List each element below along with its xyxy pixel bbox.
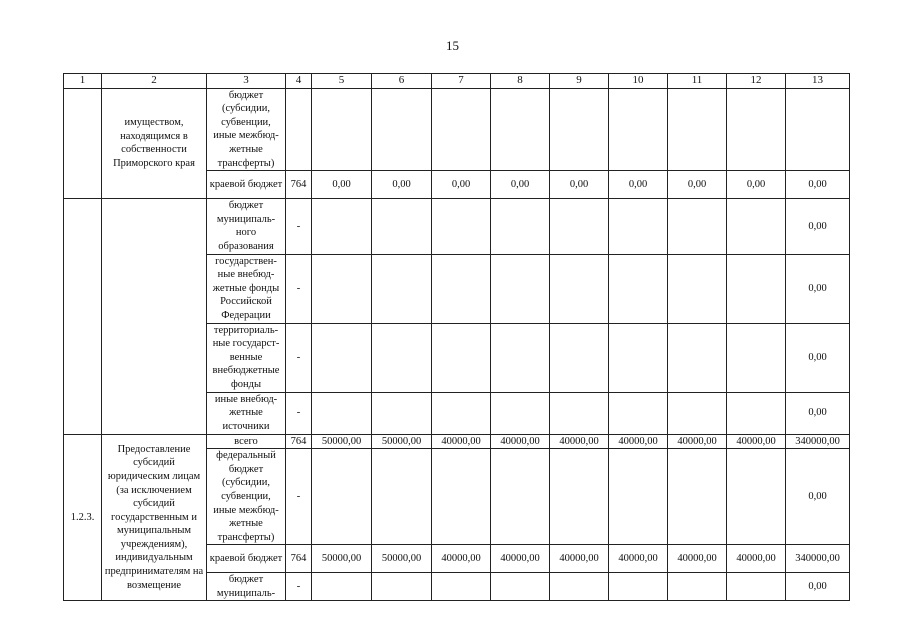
code-cell: - — [286, 323, 312, 392]
header-row — [64, 74, 850, 89]
header-cell: 1 — [64, 74, 102, 89]
total-cell: 0,00 — [786, 199, 850, 254]
value-cell: 40000,00 — [491, 545, 550, 573]
header-cell: 11 — [668, 74, 727, 89]
item-number-cell: 1.2.3. — [64, 434, 102, 601]
code-cell: 764 — [286, 171, 312, 199]
value-cell: 0,00 — [727, 171, 786, 199]
item-description — [102, 199, 207, 434]
item-number-cell — [64, 199, 102, 434]
total-cell: 0,00 — [786, 323, 850, 392]
value-cell: 40000,00 — [550, 545, 609, 573]
item-description: Предоставление субсидий юридическим лицам (за исключением субсидий государственным и муниципальным учреждениям), индивидуальным предпринимателям на возмещение — [102, 434, 207, 601]
source-label: бюджет муниципаль- — [207, 573, 286, 601]
code-cell: 764 — [286, 434, 312, 449]
value-cell: 0,00 — [668, 171, 727, 199]
header-cell: 13 — [786, 74, 850, 89]
total-cell: 0,00 — [786, 573, 850, 601]
header-cell: 9 — [550, 74, 609, 89]
code-cell — [286, 88, 312, 171]
table-row — [64, 434, 850, 449]
value-cell: 40000,00 — [432, 434, 491, 449]
value-cell: 40000,00 — [609, 434, 668, 449]
total-cell: 0,00 — [786, 392, 850, 434]
source-label: территориаль- ные государст- венные внебюджетные фонды — [207, 323, 286, 392]
value-cell: 40000,00 — [491, 434, 550, 449]
total-cell: 0,00 — [786, 449, 850, 545]
budget-table — [63, 73, 850, 601]
value-cell: 50000,00 — [312, 545, 372, 573]
code-cell: - — [286, 392, 312, 434]
code-cell: - — [286, 449, 312, 545]
header-cell: 4 — [286, 74, 312, 89]
page-number: 15 — [446, 38, 459, 53]
value-cell: 0,00 — [550, 171, 609, 199]
code-cell: - — [286, 254, 312, 323]
value-cell: 0,00 — [491, 171, 550, 199]
value-cell: 340000,00 — [786, 434, 850, 449]
value-cell: 340000,00 — [786, 545, 850, 573]
source-label: государствен- ные внебюд- жетные фонды Российской Федерации — [207, 254, 286, 323]
value-cell: 50000,00 — [312, 434, 372, 449]
value-cell: 0,00 — [312, 171, 372, 199]
value-cell: 40000,00 — [609, 545, 668, 573]
header-cell: 5 — [312, 74, 372, 89]
source-label: бюджет (субсидии, субвенции, иные межбюд- жетные трансферты) — [207, 88, 286, 171]
value-cell: 0,00 — [786, 171, 850, 199]
value-cell: 40000,00 — [727, 545, 786, 573]
header-cell: 8 — [491, 74, 550, 89]
source-label: краевой бюджет — [207, 171, 286, 199]
table-row — [64, 199, 850, 254]
source-label: краевой бюджет — [207, 545, 286, 573]
value-cell: 0,00 — [372, 171, 432, 199]
header-cell: 3 — [207, 74, 286, 89]
source-label: бюджет муниципаль- ного образования — [207, 199, 286, 254]
value-cell: 40000,00 — [432, 545, 491, 573]
source-label: федеральный бюджет (субсидии, субвенции, иные межбюд- жетные трансферты) — [207, 449, 286, 545]
table-row — [64, 88, 850, 171]
header-cell: 12 — [727, 74, 786, 89]
value-cell: 0,00 — [432, 171, 491, 199]
value-cell: 40000,00 — [727, 434, 786, 449]
value-cell: 40000,00 — [668, 545, 727, 573]
item-description: имуществом, находящимся в собственности Приморского края — [102, 88, 207, 199]
value-cell: 40000,00 — [550, 434, 609, 449]
code-cell: 764 — [286, 545, 312, 573]
value-cell: 0,00 — [609, 171, 668, 199]
source-label: всего — [207, 434, 286, 449]
header-cell: 7 — [432, 74, 491, 89]
header-cell: 6 — [372, 74, 432, 89]
value-cell: 40000,00 — [668, 434, 727, 449]
value-cell: 50000,00 — [372, 545, 432, 573]
total-cell: 0,00 — [786, 254, 850, 323]
code-cell: - — [286, 573, 312, 601]
item-number-cell — [64, 88, 102, 199]
code-cell: - — [286, 199, 312, 254]
source-label: иные внебюд- жетные источники — [207, 392, 286, 434]
value-cell: 50000,00 — [372, 434, 432, 449]
header-cell: 10 — [609, 74, 668, 89]
header-cell: 2 — [102, 74, 207, 89]
